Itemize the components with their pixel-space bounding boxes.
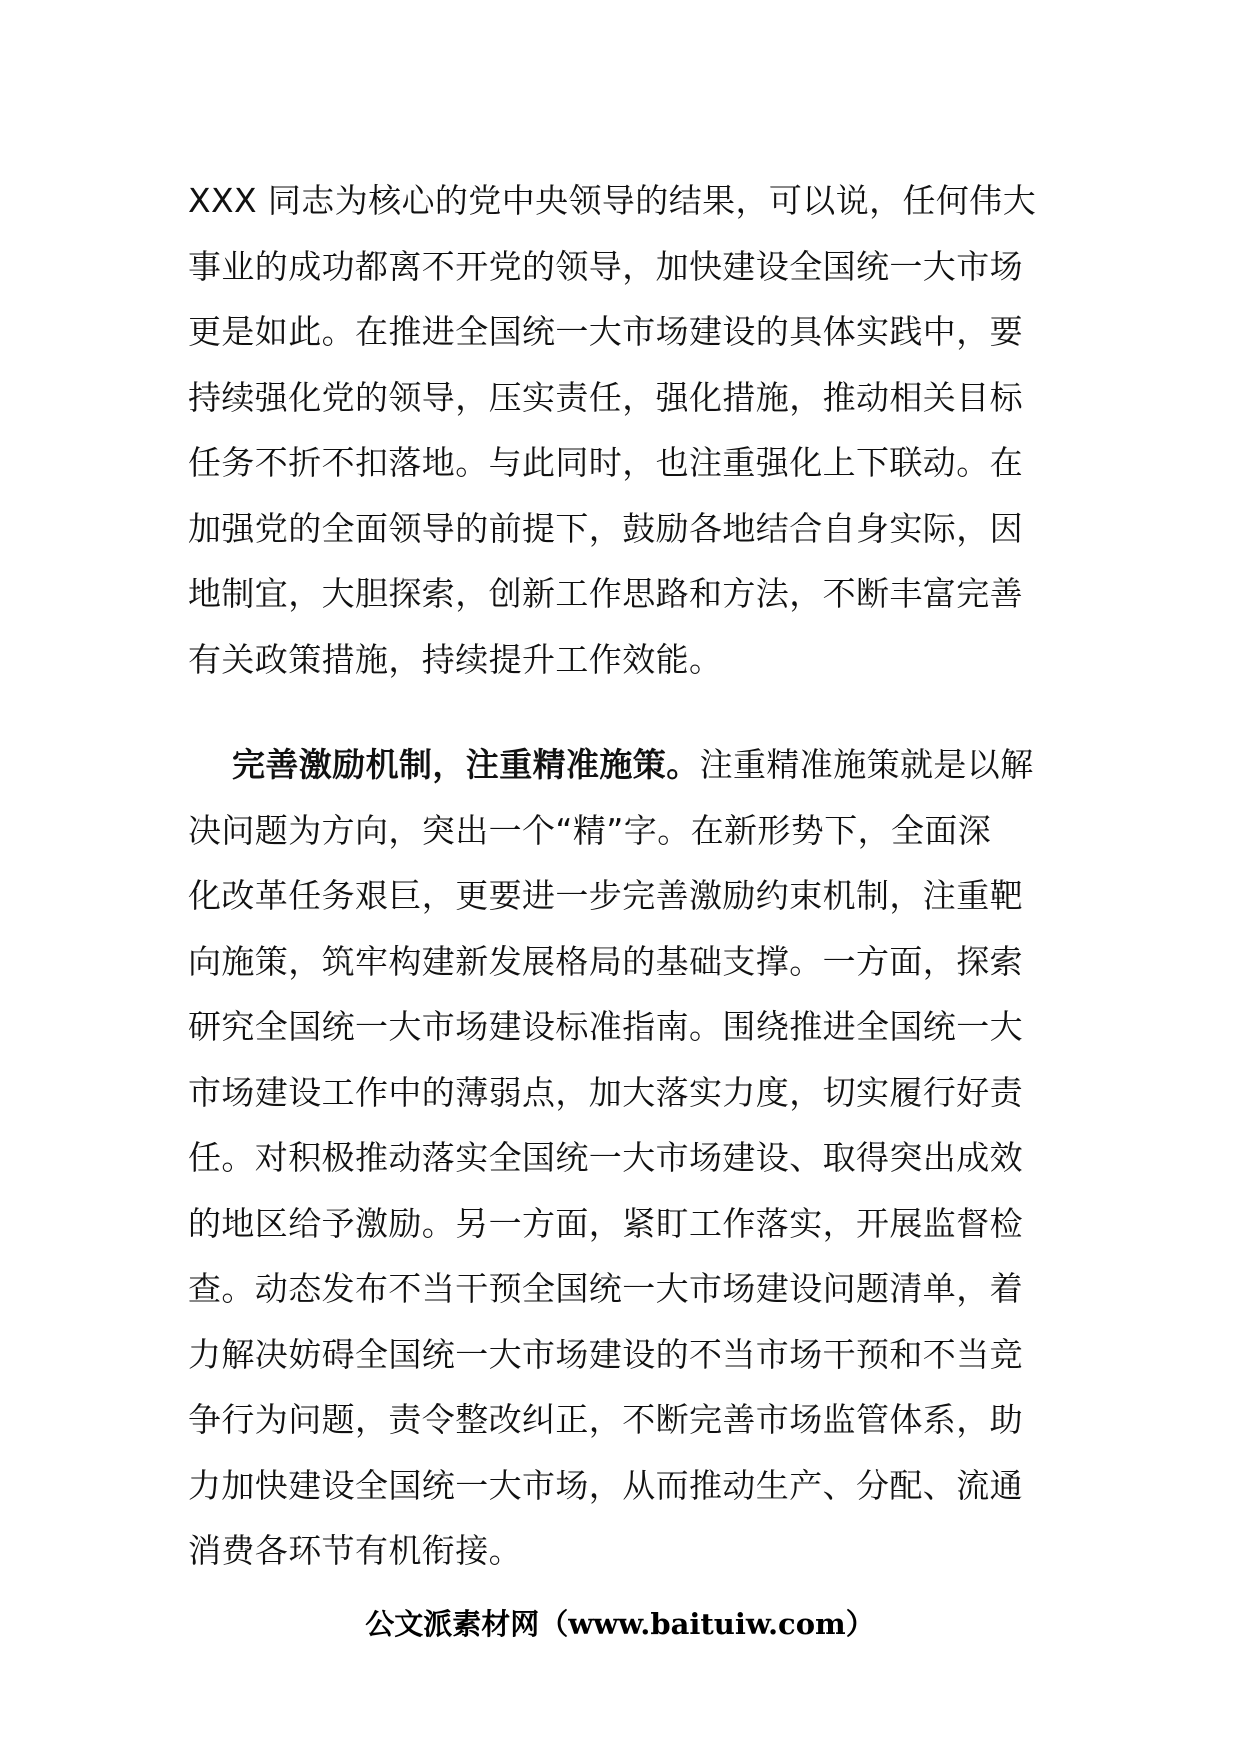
text-line: 任务不折不扣落地。与此同时，也注重强化上下联动。在 [188,443,1023,482]
text-line: 力解决妨碍全国统一大市场建设的不当市场干预和不当竞 [188,1334,1023,1374]
text-line-first [188,732,1058,798]
text-line: 有关政策措施，持续提升工作效能。 [188,639,723,679]
text-line: 事业的成功都离不开党的领导，加快建设全国统一大市场 [188,246,1023,286]
text-line: 市场建设工作中的薄弱点，加大落实力度，切实履行好责 [188,1072,1023,1112]
paragraph-2 [188,732,1058,1584]
text-line: 的地区给予激励。另一方面，紧盯工作落实，开展监督检 [188,1203,1023,1243]
text-line: XXX 同志为核心的党中央领导的结果，可以说，任何伟大 [188,181,1037,220]
text-line: 持续强化党的领导，压实责任，强化措施，推动相关目标 [188,377,1023,417]
text-line: 争行为问题，责令整改纠正，不断完善市场监管体系，助 [188,1400,1023,1439]
text-line: 决问题为方向，突出一个“精”字。在新形势下，全面深 [188,810,992,850]
text-line: 研究全国统一大市场建设标准指南。围绕推进全国统一大 [188,1007,1023,1046]
text-line: 化改革任务艰巨，更要进一步完善激励约束机制，注重靶 [188,876,1023,915]
footer-source: 公文派素材网（www.baituiw.com） [365,1607,875,1641]
text-line: 地制宜，大胆探索，创新工作思路和方法，不断丰富完善 [188,574,1023,613]
paragraph-1 [188,168,1058,692]
section-heading: 完善激励机制，注重精准施策。 [232,745,700,784]
text-line: 加强党的全面领导的前提下，鼓励各地结合自身实际，因 [188,508,1023,548]
heading-continuation: 注重精准施策就是以解 [699,745,1034,784]
paragraph-spacer [188,692,1058,732]
text-line: 向施策，筑牢构建新发展格局的基础支撑。一方面，探索 [188,941,1023,981]
text-line: 任。对积极推动落实全国统一大市场建设、取得突出成效 [188,1138,1023,1177]
text-line: 消费各环节有机衔接。 [188,1531,522,1570]
text-line: 更是如此。在推进全国统一大市场建设的具体实践中，要 [188,312,1023,351]
text-line: 力加快建设全国统一大市场，从而推动生产、分配、流通 [188,1465,1023,1505]
text-line: 查。动态发布不当干预全国统一大市场建设问题清单，着 [188,1269,1023,1308]
body-text [188,168,1058,1584]
